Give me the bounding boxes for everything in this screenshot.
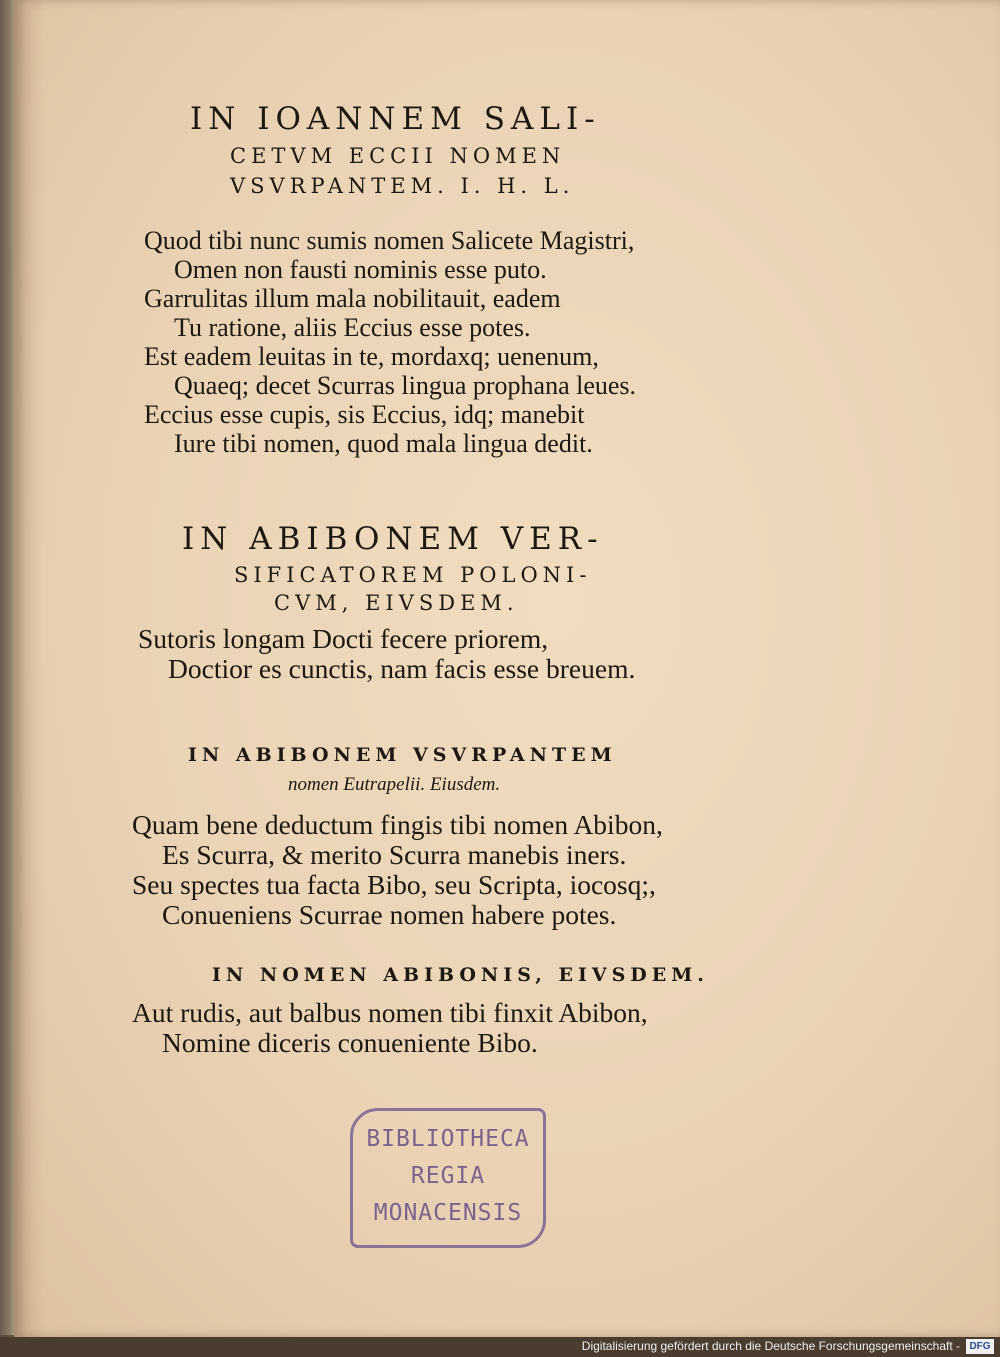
verse-line: Tu ratione, aliis Eccius esse potes. — [174, 313, 531, 342]
book-page — [14, 0, 1000, 1337]
verse-line: Sutoris longam Docti fecere priorem, — [138, 623, 549, 654]
verse-line: Est eadem leuitas in te, mordaxq; uenenum, — [144, 342, 599, 371]
poem3-subtitle: nomen Eutrapelii. Eiusdem. — [288, 774, 501, 795]
poem3-subheading — [288, 771, 500, 799]
poem2-heading-cont — [234, 560, 591, 590]
poem3-title: IN ABIBONEM VSVRPANTEM — [188, 744, 617, 766]
verse-line: Nomine diceris conueniente Bibo. — [162, 1027, 538, 1058]
verse-line: Doctior es cunctis, nam facis esse breuem. — [168, 653, 636, 684]
poem3-verses — [132, 810, 663, 930]
poem1-title-line-2: CETVM ECCII NOMEN — [230, 144, 566, 168]
poem2-heading-cont2 — [274, 588, 519, 618]
poem2-title-line-1: IN ABIBONEM VER- — [182, 521, 604, 557]
verse-line: Quam bene deductum fingis tibi nomen Abibon, — [132, 809, 663, 840]
stamp-line: BIBLIOTHECA — [366, 1126, 530, 1152]
poem4-title: IN NOMEN ABIBONIS, EIVSDEM. — [212, 964, 709, 986]
poem1-verses — [144, 226, 636, 458]
poem2-title-line-2: SIFICATOREM POLONI- — [234, 563, 592, 587]
verse-line: Es Scurra, & merito Scurra manebis iners. — [162, 839, 627, 870]
verse-line: Aut rudis, aut balbus nomen tibi finxit Abibon, — [132, 997, 648, 1028]
verse-line: Quaeq; decet Scurras lingua prophana leues. — [174, 371, 637, 400]
verse-line: Conueniens Scurrae nomen habere potes. — [162, 899, 617, 930]
poem2-verses — [138, 624, 635, 684]
verse-line: Garrulitas illum mala nobilitauit, eadem — [144, 284, 561, 313]
footer-bar — [0, 1337, 1000, 1357]
poem2-title-line-3: CVM, EIVSDEM. — [274, 591, 519, 615]
stamp-line: REGIA — [410, 1163, 486, 1189]
poem1-title-line-3: VSVRPANTEM. I. H. L. — [230, 174, 575, 198]
library-stamp — [350, 1108, 546, 1248]
poem1-title-line-1: IN IOANNEM SALI- — [190, 101, 601, 137]
verse-line: Omen non fausti nominis esse puto. — [174, 255, 547, 284]
verse-line: Seu spectes tua facta Bibo, seu Scripta, iocosq;, — [132, 869, 656, 900]
poem2-heading — [182, 522, 604, 556]
dfg-logo-icon: DFG — [966, 1339, 994, 1354]
poem1-heading — [190, 102, 601, 136]
poem4-verses — [132, 998, 648, 1058]
poem1-heading-cont — [230, 141, 574, 201]
verse-line: Eccius esse cupis, sis Eccius, idq; manebit — [144, 400, 585, 429]
footer-credit: Digitalisierung gefördert durch die Deutsche Forschungsgemeinschaft - — [581, 1339, 960, 1353]
verse-line: Iure tibi nomen, quod mala lingua dedit. — [174, 429, 593, 458]
verse-line: Quod tibi nunc sumis nomen Salicete Magistri, — [144, 226, 635, 255]
poem4-heading — [212, 962, 709, 988]
poem3-heading — [188, 742, 617, 768]
stamp-line: MONACENSIS — [373, 1200, 523, 1226]
